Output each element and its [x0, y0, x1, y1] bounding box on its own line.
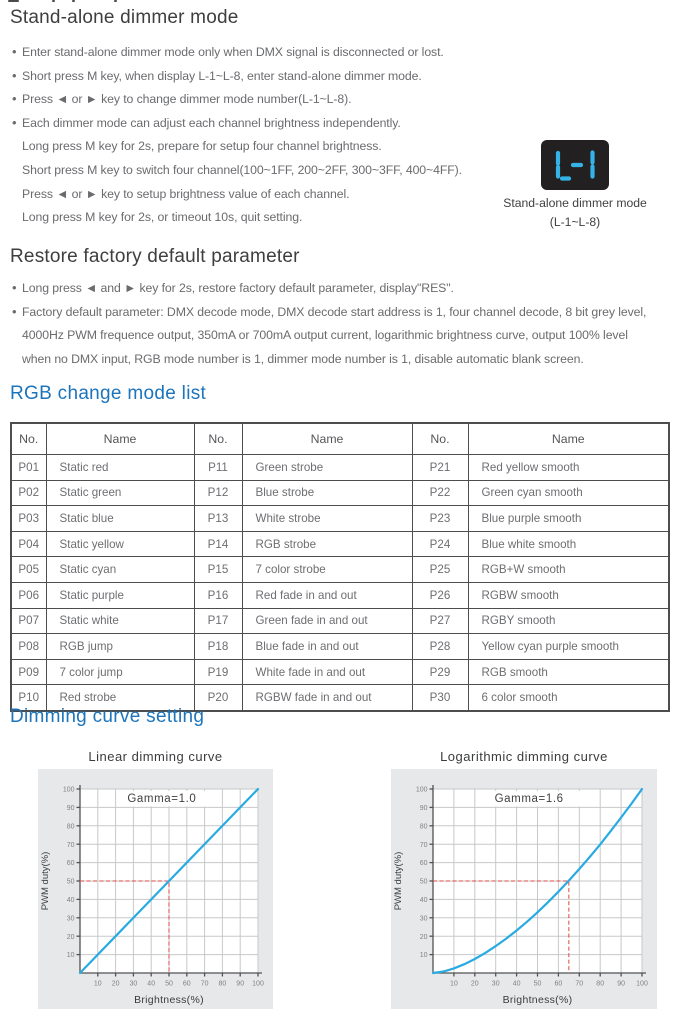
- mode-number: P18: [194, 634, 242, 660]
- x-tick-label: 90: [617, 980, 625, 988]
- gamma-annotation: Gamma=1.0: [127, 793, 197, 806]
- mode-number: P27: [412, 608, 468, 634]
- x-tick-label: 10: [93, 980, 102, 988]
- mode-number: P17: [194, 608, 242, 634]
- column-header-no: No.: [412, 423, 468, 455]
- mode-number: P15: [194, 557, 242, 583]
- column-header-name: Name: [46, 423, 194, 455]
- y-tick-label: 90: [419, 805, 428, 812]
- bullet-text: 4000Hz PWM frequence output, 350mA or 700mA output current, logarithmic brightness curve, output 100% level: [22, 328, 628, 343]
- rgb-mode-list-title: RGB change mode list: [10, 383, 207, 404]
- bullet-text: Long press M key for 2s, or timeout 10s, quit setting.: [22, 210, 303, 225]
- bullet-text: Press ◄ or ► key to setup brightness value of each channel.: [22, 186, 350, 201]
- x-tick-label: 20: [111, 980, 120, 988]
- standalone-section-title: Stand-alone dimmer mode: [10, 7, 239, 28]
- rgb-mode-table-row: [11, 659, 669, 685]
- seven-segment-display: [541, 140, 609, 190]
- column-header-name: Name: [242, 423, 412, 455]
- column-header-name: Name: [468, 423, 669, 455]
- mode-name: Static blue: [46, 506, 194, 532]
- bullet-line: [12, 64, 462, 88]
- mode-name: Static cyan: [46, 557, 194, 583]
- y-tick-label: 30: [66, 915, 75, 923]
- standalone-bullet-list: [12, 40, 462, 229]
- mode-number: P14: [194, 531, 242, 557]
- y-tick-label: 70: [419, 841, 428, 849]
- mode-name: Static red: [46, 455, 194, 481]
- bullet-text: Long press ◄ and ► key for 2s, restore factory default parameter, display"RES".: [22, 281, 454, 295]
- mode-number: P08: [11, 634, 46, 660]
- x-axis-label: Brightness(%): [134, 994, 204, 1006]
- bullet-line: [12, 134, 462, 158]
- rgb-mode-table-header-row: [11, 423, 669, 455]
- x-tick-label: 30: [491, 980, 500, 988]
- mode-name: Static yellow: [46, 531, 194, 557]
- y-tick-label: 50: [66, 878, 75, 886]
- mode-name: Yellow cyan purple smooth: [468, 634, 669, 660]
- mode-name: RGB smooth: [468, 659, 669, 685]
- display-range-label: (L-1~L-8): [549, 215, 601, 229]
- bullet-text: Press ◄ or ► key to change dimmer mode number(L-1~L-8).: [22, 92, 352, 107]
- mode-number: P12: [194, 480, 242, 506]
- mode-name: Blue white smooth: [468, 531, 669, 557]
- x-tick-label: 20: [470, 980, 479, 988]
- mode-name: 6 color smooth: [468, 685, 669, 711]
- mode-number: P28: [412, 634, 468, 660]
- mode-number: P20: [194, 685, 242, 711]
- y-tick-label: 60: [419, 860, 428, 868]
- y-tick-label: 50: [419, 878, 428, 886]
- mode-number: P30: [412, 685, 468, 711]
- bullet-dot: •: [12, 44, 17, 59]
- rgb-mode-table-row: [11, 582, 669, 608]
- mode-number: P29: [412, 659, 468, 685]
- mode-name: 7 color strobe: [242, 557, 412, 583]
- bullet-text: Short press M key, when display L-1~L-8, enter stand-alone dimmer mode.: [22, 68, 422, 83]
- bullet-dot: •: [12, 303, 17, 319]
- bullet-text: Factory default parameter: DMX decode mode, DMX decode start address is 1, four channel decode, 8 bit grey level,: [22, 304, 647, 319]
- bullet-line: [12, 111, 462, 135]
- mode-number: P01: [11, 455, 46, 481]
- x-tick-label: 50: [533, 980, 542, 988]
- x-tick-label: 50: [165, 980, 173, 988]
- x-tick-label: 60: [554, 980, 563, 988]
- rgb-mode-table-row: [11, 480, 669, 506]
- logarithmic-chart-panel: [391, 769, 657, 1009]
- mode-number: P04: [11, 531, 46, 557]
- mode-name: RGBY smooth: [468, 608, 669, 634]
- bullet-text: Each dimmer mode can adjust each channel brightness independently.: [22, 115, 401, 130]
- y-axis-label: PWM duty(%): [40, 851, 51, 911]
- mode-number: P11: [194, 455, 242, 481]
- x-tick-label: 80: [218, 980, 227, 988]
- mode-number: P05: [11, 557, 46, 583]
- mode-name: Static purple: [46, 582, 194, 608]
- y-tick-label: 90: [66, 805, 75, 812]
- bullet-line: [12, 347, 646, 371]
- bullet-line: [12, 182, 462, 206]
- dimming-curve-section-title: Dimming curve setting: [10, 706, 205, 727]
- mode-number: P09: [11, 659, 46, 685]
- rgb-mode-table-row: [11, 557, 669, 583]
- x-tick-label: 100: [636, 980, 648, 988]
- rgb-mode-table-row: [11, 531, 669, 557]
- mode-name: Blue strobe: [242, 480, 412, 506]
- y-tick-label: 60: [66, 860, 75, 868]
- bullet-dot: •: [12, 114, 17, 130]
- y-tick-label: 100: [415, 786, 428, 794]
- rgb-mode-table-row: [11, 608, 669, 634]
- x-tick-label: 60: [182, 980, 191, 988]
- x-tick-label: 90: [236, 980, 245, 988]
- bullet-text: when no DMX input, RGB mode number is 1, dimmer mode number is 1, disable automatic blank screen.: [22, 351, 584, 366]
- mode-name: Blue purple smooth: [468, 506, 669, 532]
- y-tick-label: 40: [66, 897, 75, 904]
- mode-number: P13: [194, 506, 242, 532]
- linear-chart-svg: [38, 769, 273, 1009]
- bullet-dot: •: [12, 280, 17, 295]
- mode-name: Red fade in and out: [242, 582, 412, 608]
- restore-bullet-list: [12, 276, 646, 370]
- bullet-text: Short press M key to switch four channel(100~1FF, 200~2FF, 300~3FF, 400~4FF).: [22, 162, 462, 177]
- mode-name: RGBW fade in and out: [242, 685, 412, 711]
- linear-chart-panel: [38, 769, 273, 1009]
- linear-chart-title: Linear dimming curve: [88, 749, 223, 764]
- mode-name: RGB strobe: [242, 531, 412, 557]
- mode-name: 7 color jump: [46, 659, 194, 685]
- mode-name: White fade in and out: [242, 659, 412, 685]
- logarithmic-chart-title: Logarithmic dimming curve: [440, 749, 608, 764]
- bullet-line: [12, 300, 646, 324]
- x-tick-label: 10: [450, 980, 458, 988]
- x-tick-label: 100: [252, 980, 264, 988]
- bullet-line: [12, 205, 462, 229]
- mode-number: P16: [194, 582, 242, 608]
- mode-number: P02: [11, 480, 46, 506]
- y-tick-label: 20: [419, 933, 428, 941]
- y-tick-label: 80: [419, 823, 428, 831]
- bullet-line: [12, 276, 646, 300]
- y-tick-label: 10: [419, 952, 428, 960]
- mode-number: P24: [412, 531, 468, 557]
- mode-number: P19: [194, 659, 242, 685]
- mode-number: P06: [11, 582, 46, 608]
- y-tick-label: 100: [62, 786, 75, 794]
- mode-name: Red yellow smooth: [468, 455, 669, 481]
- x-tick-label: 40: [512, 980, 521, 988]
- column-header-no: No.: [194, 423, 242, 455]
- y-tick-label: 70: [66, 841, 75, 849]
- y-tick-label: 30: [419, 915, 428, 923]
- gamma-annotation: Gamma=1.6: [494, 793, 564, 806]
- mode-name: White strobe: [242, 506, 412, 532]
- y-tick-label: 40: [419, 897, 428, 904]
- bullet-line: [12, 158, 462, 182]
- rgb-mode-table-row: [11, 634, 669, 660]
- bullet-line: [12, 323, 646, 347]
- bullet-dot: •: [12, 67, 17, 83]
- mode-name: Static white: [46, 608, 194, 634]
- linear-dimming-chart: [38, 749, 273, 1009]
- mode-number: P26: [412, 582, 468, 608]
- x-axis-label: Brightness(%): [502, 994, 573, 1006]
- x-tick-label: 80: [596, 980, 605, 988]
- restore-section-title: Restore factory default parameter: [10, 246, 300, 267]
- mode-name: Red strobe: [46, 685, 194, 711]
- rgb-mode-table-row: [11, 506, 669, 532]
- mode-number: P10: [11, 685, 46, 711]
- rgb-mode-table: [10, 422, 670, 712]
- y-tick-label: 80: [66, 823, 75, 831]
- mode-name: Green strobe: [242, 455, 412, 481]
- mode-name: RGBW smooth: [468, 582, 669, 608]
- mode-number: P03: [11, 506, 46, 532]
- mode-name: RGB+W smooth: [468, 557, 669, 583]
- mode-name: Green fade in and out: [242, 608, 412, 634]
- column-header-no: No.: [11, 423, 46, 455]
- mode-number: P21: [412, 455, 468, 481]
- x-tick-label: 40: [147, 980, 156, 988]
- y-tick-label: 20: [66, 933, 75, 941]
- logarithmic-dimming-chart: [391, 749, 657, 1009]
- mode-name: RGB jump: [46, 634, 194, 660]
- mode-name: Static green: [46, 480, 194, 506]
- mode-number: P23: [412, 506, 468, 532]
- rgb-mode-table-row: [11, 455, 669, 481]
- seven-segment-display-module: [489, 140, 661, 229]
- y-tick-label: 10: [66, 952, 75, 960]
- x-tick-label: 70: [575, 980, 584, 988]
- y-axis-label: PWM duty(%): [393, 851, 404, 911]
- bullet-line: [12, 87, 462, 111]
- mode-name: Green cyan smooth: [468, 480, 669, 506]
- logarithmic-chart-svg: [391, 769, 657, 1009]
- bullet-line: [12, 40, 462, 64]
- bullet-text: Enter stand-alone dimmer mode only when DMX signal is disconnected or lost.: [22, 45, 444, 59]
- mode-number: P25: [412, 557, 468, 583]
- x-tick-label: 70: [200, 980, 209, 988]
- mode-number: P07: [11, 608, 46, 634]
- bullet-text: Long press M key for 2s, prepare for setup four channel brightness.: [22, 139, 382, 154]
- mode-number: P22: [412, 480, 468, 506]
- mode-name: Blue fade in and out: [242, 634, 412, 660]
- bullet-dot: •: [12, 91, 17, 107]
- display-caption: Stand-alone dimmer mode: [503, 196, 647, 210]
- x-tick-label: 30: [129, 980, 138, 988]
